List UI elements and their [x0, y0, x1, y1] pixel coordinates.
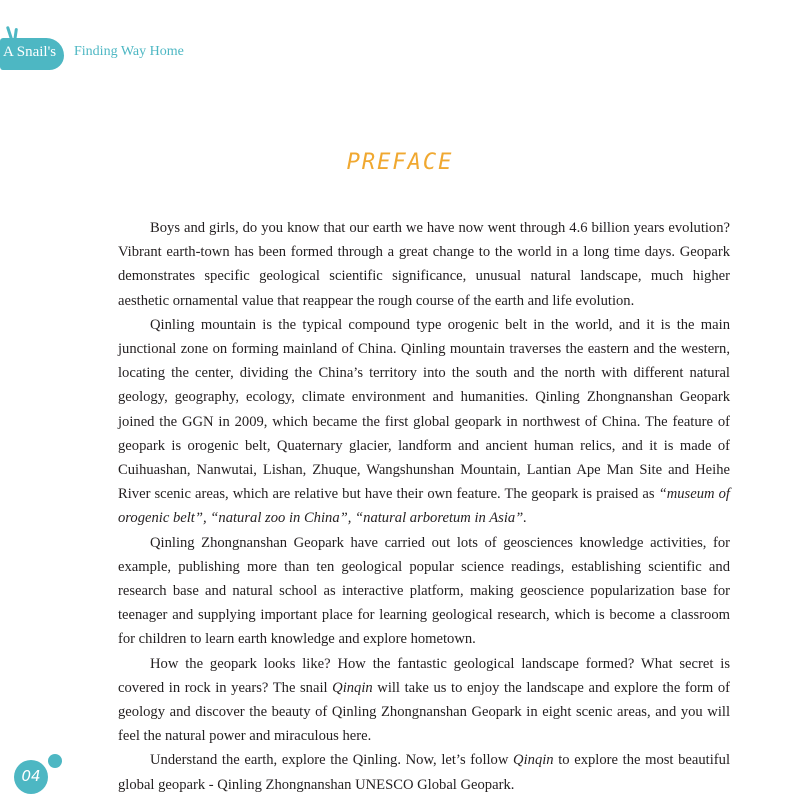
page-number: 04 [21, 767, 41, 785]
paragraph-italic-text: Qinqin [513, 752, 554, 769]
paragraph [118, 652, 730, 749]
snail-logo [0, 28, 64, 76]
paragraph-italic-text: “museum of orogenic belt”, “natural zoo in China”, “natural arboretum in Asia”. [118, 486, 730, 527]
paragraph-text: Qinling mountain is the typical compound type orogenic belt in the world, and it is the main junctional zone on forming mainland of China. Qinling mountain traverses the eastern and the western, locating the center, dividing the China’s territory into the south and the north with different natural geology, geography, ecology, climate environment and humanities. Qinling Zhongnanshan Geopark joined the GGN in 2009, which became the first global geopark in northwest of China. The feature of geopark is orogenic belt, Quaternary glacier, landform and ancient human relics, and it is made of Cuihuashan, Nanwutai, Lishan, Zhuque, Wangshunshan Mountain, Lantian Ape Man Site and Heihe River scenic areas, which are relative but have their own feature. The geopark is praised as [118, 316, 730, 503]
logo-text: A Snail's [3, 44, 57, 60]
header-subtitle: Finding Way Home [74, 44, 184, 59]
paragraph [118, 531, 730, 652]
page-title: PREFACE [346, 150, 454, 175]
paragraph [118, 313, 730, 531]
paragraph-text: will take us to enjoy the landscape and explore the form of geology and discover the beauty of Qinling Zhongnanshan Geopark in eight scenic areas, and you will feel the natural power and miraculous here. [118, 679, 730, 745]
paragraph-text: to explore the most beautiful global geopark - Qinling Zhongnanshan UNESCO Global Geopark. [118, 752, 730, 793]
paragraph-text: Qinling Zhongnanshan Geopark have carried out lots of geosciences knowledge activities, for example, publishing more than ten geological popular science readings, establishing scientific and research base and natural school as interactive platform, making geoscience popularization base for teenager and supplying important place for learning geological research, which is become a classroom for children to learn earth knowledge and explore hometown. [118, 534, 730, 648]
decorative-dot-icon [48, 754, 62, 768]
paragraph-text: Understand the earth, explore the Qinling. Now, let’s follow [150, 752, 514, 769]
paragraph-italic-text: Qinqin [332, 679, 373, 696]
paragraph [118, 748, 730, 796]
paragraph-text: Boys and girls, do you know that our earth we have now went through 4.6 billion years evolution? Vibrant earth-town has been formed through a great change to the world in a long time days. Geopark demonstrates specific geological scientific significance, unusual natural landscape, much higher aesthetic ornamental value that reappear the rough course of the earth and life evolution. [118, 220, 730, 309]
paragraph-text: How the geopark looks like? How the fantastic geological landscape formed? What secret is covered in rock in years? The snail [118, 655, 730, 696]
page-number-badge [14, 760, 48, 794]
preface-body [118, 216, 730, 797]
paragraph [118, 216, 730, 313]
